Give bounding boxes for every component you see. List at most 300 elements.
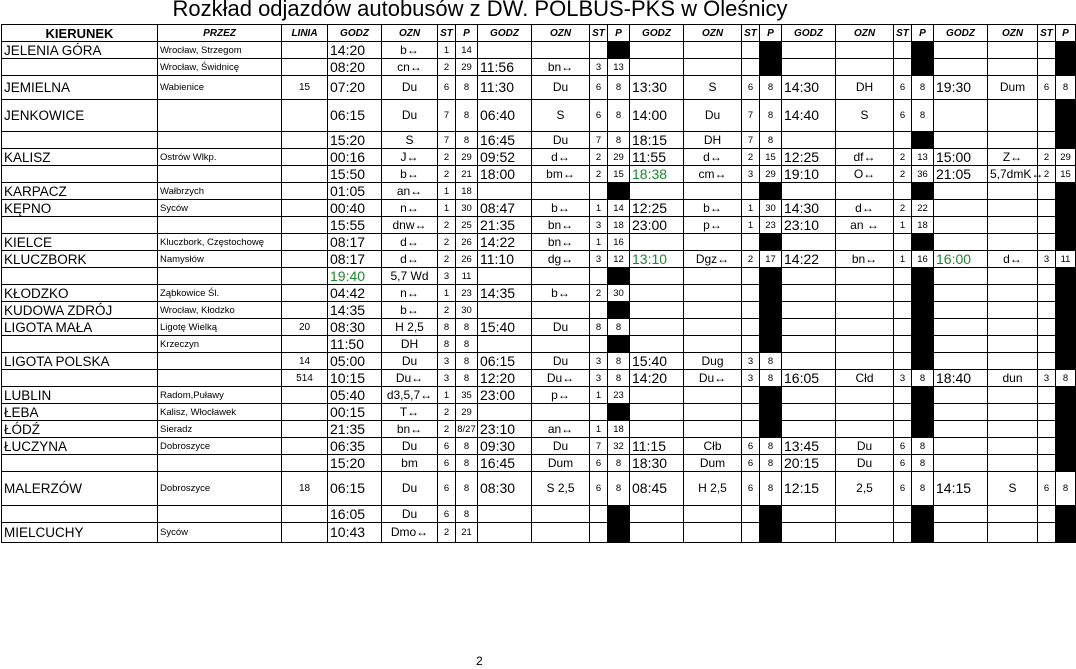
- empty-cell: [760, 523, 782, 543]
- direction-cell: [2, 166, 158, 183]
- platform-number: 8: [1056, 472, 1076, 506]
- platform-number: 13: [608, 59, 630, 76]
- timetable-row: [2, 76, 1076, 100]
- column-header: GODZ: [630, 25, 684, 42]
- column-header: ST: [1038, 25, 1056, 42]
- empty-cell: [836, 285, 894, 302]
- empty-cell: [894, 353, 912, 370]
- platform-number: 23: [608, 387, 630, 404]
- via-cell: Dobroszyce: [158, 472, 282, 506]
- empty-cell: [532, 302, 590, 319]
- departure-time: 10:15: [328, 370, 382, 387]
- platform-number: 8: [760, 455, 782, 472]
- empty-cell: [836, 42, 894, 59]
- platform-number: 8: [456, 353, 478, 370]
- platform-number: 26: [456, 234, 478, 251]
- platform-stand: 2: [590, 285, 608, 302]
- via-cell: Wabienice: [158, 76, 282, 100]
- empty-cell: [630, 421, 684, 438]
- timetable-row: [2, 42, 1076, 59]
- departure-marking: p↔: [532, 387, 590, 404]
- direction-cell: KUDOWA ZDRÓJ: [2, 302, 158, 319]
- departure-marking: bn↔: [382, 421, 438, 438]
- empty-cell: [782, 319, 836, 336]
- empty-cell: [934, 183, 988, 200]
- departure-time: 05:40: [328, 387, 382, 404]
- empty-cell: [988, 285, 1038, 302]
- line-cell: [282, 387, 328, 404]
- departure-time: 15:55: [328, 217, 382, 234]
- empty-cell: [988, 302, 1038, 319]
- platform-number: 8: [608, 353, 630, 370]
- empty-cell: [1056, 100, 1076, 132]
- empty-cell: [630, 506, 684, 523]
- departure-marking: dun: [988, 370, 1038, 387]
- empty-cell: [478, 42, 532, 59]
- platform-stand: 7: [742, 100, 760, 132]
- line-cell: 514: [282, 370, 328, 387]
- empty-cell: [590, 268, 608, 285]
- departure-marking: bm: [382, 455, 438, 472]
- empty-cell: [590, 404, 608, 421]
- direction-cell: KALISZ: [2, 149, 158, 166]
- empty-cell: [836, 523, 894, 543]
- empty-cell: [912, 421, 934, 438]
- empty-cell: [1056, 387, 1076, 404]
- platform-stand: 3: [1038, 370, 1056, 387]
- platform-number: 15: [608, 166, 630, 183]
- timetable-row: [2, 234, 1076, 251]
- platform-number: 8: [456, 100, 478, 132]
- direction-cell: JELENIA GÓRA: [2, 42, 158, 59]
- empty-cell: [988, 421, 1038, 438]
- platform-number: 29: [760, 166, 782, 183]
- departure-time: 23:10: [782, 217, 836, 234]
- empty-cell: [1056, 132, 1076, 149]
- departure-time: 20:15: [782, 455, 836, 472]
- empty-cell: [1038, 421, 1056, 438]
- empty-cell: [1038, 438, 1056, 455]
- departure-marking: Du: [382, 438, 438, 455]
- empty-cell: [684, 285, 742, 302]
- empty-cell: [836, 183, 894, 200]
- direction-cell: LIGOTA MAŁA: [2, 319, 158, 336]
- platform-stand: 1: [438, 183, 456, 200]
- platform-number: 30: [608, 285, 630, 302]
- platform-number: 8: [912, 472, 934, 506]
- departure-time: 16:05: [328, 506, 382, 523]
- line-cell: [282, 438, 328, 455]
- empty-cell: [608, 183, 630, 200]
- departure-marking: Du: [382, 353, 438, 370]
- empty-cell: [912, 404, 934, 421]
- departure-marking: d↔: [988, 251, 1038, 268]
- empty-cell: [742, 404, 760, 421]
- platform-stand: 8: [590, 319, 608, 336]
- empty-cell: [782, 353, 836, 370]
- empty-cell: [1038, 336, 1056, 353]
- platform-number: 8: [1056, 370, 1076, 387]
- platform-stand: 2: [894, 200, 912, 217]
- timetable-row: [2, 455, 1076, 472]
- empty-cell: [742, 336, 760, 353]
- empty-cell: [630, 302, 684, 319]
- empty-cell: [836, 319, 894, 336]
- platform-stand: 6: [438, 455, 456, 472]
- timetable-row: [2, 251, 1076, 268]
- empty-cell: [760, 285, 782, 302]
- departure-marking: Dmo↔: [382, 523, 438, 543]
- platform-stand: 3: [742, 166, 760, 183]
- platform-stand: 2: [438, 421, 456, 438]
- departure-marking: Du: [532, 132, 590, 149]
- empty-cell: [742, 421, 760, 438]
- via-cell: Ostrów Wlkp.: [158, 149, 282, 166]
- platform-number: 8: [456, 132, 478, 149]
- departure-time: 16:45: [478, 455, 532, 472]
- line-cell: 15: [282, 76, 328, 100]
- departure-time: 06:15: [328, 100, 382, 132]
- departure-time: 16:00: [934, 251, 988, 268]
- empty-cell: [742, 285, 760, 302]
- empty-cell: [1038, 234, 1056, 251]
- departure-time: 18:30: [630, 455, 684, 472]
- platform-stand: 6: [742, 455, 760, 472]
- empty-cell: [988, 200, 1038, 217]
- departure-time: 08:30: [478, 472, 532, 506]
- platform-number: 29: [456, 59, 478, 76]
- empty-cell: [782, 183, 836, 200]
- platform-stand: 2: [438, 251, 456, 268]
- line-cell: [282, 455, 328, 472]
- line-cell: [282, 166, 328, 183]
- via-cell: [158, 455, 282, 472]
- timetable-row: [2, 353, 1076, 370]
- departure-time: 07:20: [328, 76, 382, 100]
- platform-stand: 2: [438, 59, 456, 76]
- empty-cell: [934, 217, 988, 234]
- timetable-row: [2, 166, 1076, 183]
- platform-stand: 3: [438, 370, 456, 387]
- empty-cell: [836, 268, 894, 285]
- empty-cell: [782, 59, 836, 76]
- empty-cell: [934, 59, 988, 76]
- empty-cell: [478, 506, 532, 523]
- empty-cell: [934, 200, 988, 217]
- departure-marking: DH: [836, 76, 894, 100]
- direction-cell: ŁÓDŹ: [2, 421, 158, 438]
- via-cell: [158, 100, 282, 132]
- platform-stand: 2: [438, 234, 456, 251]
- timetable-row: [2, 100, 1076, 132]
- direction-cell: LIGOTA POLSKA: [2, 353, 158, 370]
- column-header: LINIA: [282, 25, 328, 42]
- empty-cell: [912, 285, 934, 302]
- empty-cell: [988, 183, 1038, 200]
- departure-marking: 5,7dmK↔: [988, 166, 1038, 183]
- platform-number: 8: [760, 132, 782, 149]
- empty-cell: [742, 183, 760, 200]
- platform-stand: 3: [590, 353, 608, 370]
- departure-marking: an↔: [532, 421, 590, 438]
- platform-number: 14: [608, 200, 630, 217]
- empty-cell: [532, 404, 590, 421]
- departure-marking: b↔: [532, 285, 590, 302]
- platform-number: 23: [456, 285, 478, 302]
- departure-marking: b↔: [382, 302, 438, 319]
- timetable-row: [2, 268, 1076, 285]
- platform-number: 8: [456, 438, 478, 455]
- departure-marking: O↔: [836, 166, 894, 183]
- platform-stand: 6: [894, 438, 912, 455]
- via-cell: [158, 217, 282, 234]
- departure-marking: S: [382, 132, 438, 149]
- platform-stand: 2: [1038, 166, 1056, 183]
- column-header: ST: [438, 25, 456, 42]
- via-cell: Syców: [158, 200, 282, 217]
- departure-marking: S: [836, 100, 894, 132]
- empty-cell: [912, 523, 934, 543]
- column-header: OZN: [988, 25, 1038, 42]
- empty-cell: [894, 59, 912, 76]
- platform-number: 8: [1056, 76, 1076, 100]
- empty-cell: [630, 387, 684, 404]
- timetable-row: [2, 370, 1076, 387]
- platform-number: 23: [760, 217, 782, 234]
- empty-cell: [988, 506, 1038, 523]
- line-cell: [282, 200, 328, 217]
- direction-cell: LUBLIN: [2, 387, 158, 404]
- empty-cell: [760, 302, 782, 319]
- empty-cell: [894, 302, 912, 319]
- platform-stand: 2: [438, 149, 456, 166]
- empty-cell: [894, 387, 912, 404]
- departure-marking: bn↔: [836, 251, 894, 268]
- empty-cell: [912, 42, 934, 59]
- platform-number: 30: [456, 200, 478, 217]
- line-cell: [282, 59, 328, 76]
- departure-time: 23:10: [478, 421, 532, 438]
- empty-cell: [782, 421, 836, 438]
- empty-cell: [684, 268, 742, 285]
- line-cell: [282, 100, 328, 132]
- platform-number: 8: [912, 455, 934, 472]
- line-cell: [282, 404, 328, 421]
- empty-cell: [988, 387, 1038, 404]
- column-header: PRZEZ: [158, 25, 282, 42]
- via-cell: Wrocław, Strzegom: [158, 42, 282, 59]
- empty-cell: [836, 234, 894, 251]
- departure-time: 13:45: [782, 438, 836, 455]
- column-header: OZN: [836, 25, 894, 42]
- departure-marking: Dum: [684, 455, 742, 472]
- timetable-row: [2, 183, 1076, 200]
- platform-stand: 8: [438, 336, 456, 353]
- empty-cell: [760, 234, 782, 251]
- departure-time: 00:40: [328, 200, 382, 217]
- timetable-row: [2, 217, 1076, 234]
- departure-time: 18:00: [478, 166, 532, 183]
- empty-cell: [1038, 183, 1056, 200]
- platform-number: 25: [456, 217, 478, 234]
- departure-time: 09:52: [478, 149, 532, 166]
- empty-cell: [934, 387, 988, 404]
- departure-time: 15:40: [630, 353, 684, 370]
- empty-cell: [742, 506, 760, 523]
- platform-number: 36: [912, 166, 934, 183]
- line-cell: [282, 421, 328, 438]
- empty-cell: [1056, 217, 1076, 234]
- empty-cell: [684, 42, 742, 59]
- departure-marking: Du: [532, 353, 590, 370]
- platform-stand: 2: [590, 149, 608, 166]
- departure-time: 06:40: [478, 100, 532, 132]
- line-cell: [282, 523, 328, 543]
- empty-cell: [532, 523, 590, 543]
- via-cell: Dobroszyce: [158, 438, 282, 455]
- empty-cell: [894, 234, 912, 251]
- platform-stand: 1: [742, 200, 760, 217]
- column-header: ST: [894, 25, 912, 42]
- empty-cell: [836, 336, 894, 353]
- departure-time: 14:30: [782, 200, 836, 217]
- timetable-row: [2, 149, 1076, 166]
- empty-cell: [742, 302, 760, 319]
- empty-cell: [836, 353, 894, 370]
- platform-stand: 6: [1038, 472, 1056, 506]
- platform-number: 8: [456, 370, 478, 387]
- via-cell: [158, 370, 282, 387]
- line-cell: [282, 217, 328, 234]
- via-cell: Wałbrzych: [158, 183, 282, 200]
- via-cell: Kalisz, Włocławek: [158, 404, 282, 421]
- empty-cell: [532, 506, 590, 523]
- departure-time: 14:15: [934, 472, 988, 506]
- departure-time: 12:25: [630, 200, 684, 217]
- platform-number: 8: [456, 472, 478, 506]
- direction-cell: [2, 370, 158, 387]
- departure-marking: Du↔: [382, 370, 438, 387]
- departure-marking: 2,5: [836, 472, 894, 506]
- empty-cell: [836, 404, 894, 421]
- empty-cell: [742, 319, 760, 336]
- timetable-row: [2, 59, 1076, 76]
- column-header: ST: [742, 25, 760, 42]
- empty-cell: [1038, 353, 1056, 370]
- departure-marking: DH: [382, 336, 438, 353]
- departure-marking: d↔: [382, 251, 438, 268]
- empty-cell: [988, 234, 1038, 251]
- departure-time: 21:35: [478, 217, 532, 234]
- page-title: Rozkład odjazdów autobusów z DW. POLBUS-PKS w Oleśnicy: [172, 0, 788, 21]
- platform-stand: 1: [894, 251, 912, 268]
- timetable-row: [2, 523, 1076, 543]
- empty-cell: [760, 319, 782, 336]
- platform-number: 18: [608, 217, 630, 234]
- empty-cell: [1056, 336, 1076, 353]
- timetable-row: [2, 319, 1076, 336]
- departure-marking: Dug: [684, 353, 742, 370]
- direction-cell: MIELCUCHY: [2, 523, 158, 543]
- empty-cell: [912, 319, 934, 336]
- departure-time: 00:16: [328, 149, 382, 166]
- departure-marking: bm↔: [532, 166, 590, 183]
- departure-time: 15:50: [328, 166, 382, 183]
- departure-time: 15:40: [478, 319, 532, 336]
- departure-time: 19:30: [934, 76, 988, 100]
- platform-number: 18: [456, 183, 478, 200]
- platform-stand: 6: [438, 506, 456, 523]
- empty-cell: [760, 59, 782, 76]
- direction-cell: [2, 455, 158, 472]
- platform-stand: 7: [742, 132, 760, 149]
- platform-stand: 6: [590, 455, 608, 472]
- departure-time: 08:45: [630, 472, 684, 506]
- column-header: GODZ: [934, 25, 988, 42]
- departure-marking: d↔: [836, 200, 894, 217]
- platform-stand: 1: [438, 200, 456, 217]
- platform-stand: 6: [1038, 76, 1056, 100]
- platform-stand: 2: [894, 166, 912, 183]
- departure-time: 21:05: [934, 166, 988, 183]
- empty-cell: [1038, 404, 1056, 421]
- departure-marking: p↔: [684, 217, 742, 234]
- line-cell: [282, 285, 328, 302]
- empty-cell: [478, 404, 532, 421]
- empty-cell: [894, 319, 912, 336]
- empty-cell: [590, 336, 608, 353]
- empty-cell: [894, 506, 912, 523]
- platform-stand: 2: [438, 217, 456, 234]
- empty-cell: [1038, 59, 1056, 76]
- empty-cell: [988, 42, 1038, 59]
- empty-cell: [934, 302, 988, 319]
- departure-time: 11:56: [478, 59, 532, 76]
- platform-number: 8: [912, 370, 934, 387]
- empty-cell: [684, 523, 742, 543]
- empty-cell: [532, 336, 590, 353]
- empty-cell: [590, 302, 608, 319]
- platform-stand: 1: [438, 285, 456, 302]
- empty-cell: [894, 523, 912, 543]
- departure-time: 08:17: [328, 251, 382, 268]
- departure-marking: Cłb: [684, 438, 742, 455]
- empty-cell: [912, 183, 934, 200]
- departure-marking: Du: [382, 472, 438, 506]
- departure-time: 14:35: [328, 302, 382, 319]
- departure-marking: dnw↔: [382, 217, 438, 234]
- platform-number: 8: [456, 76, 478, 100]
- departure-marking: T↔: [382, 404, 438, 421]
- platform-number: 8: [760, 472, 782, 506]
- platform-number: 8: [608, 455, 630, 472]
- platform-stand: 2: [438, 302, 456, 319]
- column-header: P: [760, 25, 782, 42]
- departure-time: 12:15: [782, 472, 836, 506]
- empty-cell: [684, 387, 742, 404]
- empty-cell: [934, 506, 988, 523]
- column-header: OZN: [532, 25, 590, 42]
- departure-time: 19:40: [328, 268, 382, 285]
- platform-number: 15: [760, 149, 782, 166]
- platform-number: 14: [456, 42, 478, 59]
- empty-cell: [934, 353, 988, 370]
- timetable: [1, 24, 1076, 543]
- empty-cell: [1056, 421, 1076, 438]
- via-cell: Radom,Puławy: [158, 387, 282, 404]
- departure-marking: n↔: [382, 285, 438, 302]
- departure-marking: Du↔: [684, 370, 742, 387]
